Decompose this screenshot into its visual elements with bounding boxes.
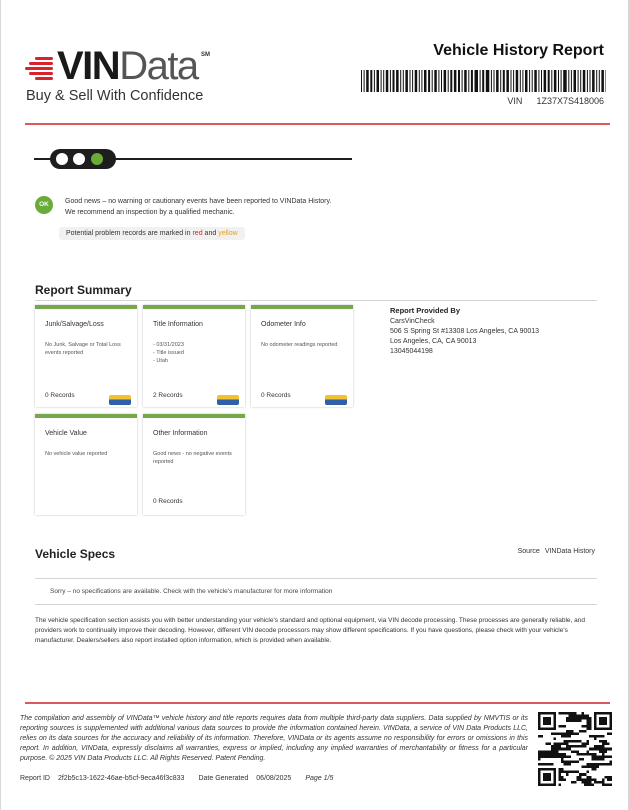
provider-name: CarsVinCheck [390, 318, 435, 325]
speed-lines-icon [25, 55, 55, 81]
card-description: Good news - no negative events reported [153, 451, 232, 465]
good-news-message [65, 196, 331, 218]
vin-barcode [361, 70, 606, 92]
vin-value: 1Z37X7S418006 [536, 96, 604, 106]
source-value: VINData History [544, 548, 595, 555]
good-news-line: Good news – no warning or cautionary events have been reported to VINData History. [65, 198, 332, 205]
card-record-count: 0 Records [153, 498, 183, 505]
date-generated-label: Date Generated [198, 775, 249, 782]
report-summary-title: Report Summary [35, 283, 132, 297]
vehicle-specs-title: Vehicle Specs [35, 547, 116, 561]
card-title: Other Information [153, 430, 208, 437]
card-description: No odometer readings reported [261, 342, 338, 348]
provider-address-2: Los Angeles, CA, CA 90013 [390, 338, 477, 345]
specs-source [518, 548, 595, 555]
page-number: Page 1/5 [305, 775, 334, 782]
trademark-mark: SM [201, 52, 210, 58]
card-description: No vehicle value reported [45, 451, 108, 457]
specs-divider-top [35, 578, 597, 579]
provider-heading: Report Provided By [390, 306, 461, 315]
card-odometer-info[interactable] [251, 305, 353, 407]
brand-vin: VIN [57, 44, 120, 88]
legal-disclaimer: The compilation and assembly of VINData™ vehicle history and title reports requires data from multiple third-party data suppliers. Data supplied by NMVTIS or its reporting sources is supplemented with additional various data sources to provide the information contained herein. VINData, a service of VIN Data Products LLC, relies on its data sources for the accuracy and reliability of its information. Therefore, VINData or its agents assume no responsibility for errors or omissions in this report. In addition, VINData, expressly disclaims all warranties, express or implied, including any implied warranties of merchantability or fitness for a particular purpose. © 2025 VIN Data Products LLC. All Rights Reserved. Patent Pending. [20, 715, 528, 762]
provider-phone[interactable]: 13045044198 [390, 348, 433, 355]
brand-tagline: Buy & Sell With Confidence [26, 88, 204, 104]
report-provider [390, 306, 539, 357]
provider-address-1: 506 S Spring St #13308 Los Angeles, CA 90013 [390, 328, 540, 335]
summary-divider [35, 300, 597, 301]
card-title: Odometer Info [261, 321, 306, 328]
light-red [56, 153, 68, 165]
card-title: Junk/Salvage/Loss [45, 321, 104, 328]
card-other-information[interactable] [143, 414, 245, 515]
problem-and-word: and [204, 230, 217, 237]
light-green [91, 153, 103, 165]
source-label: Source [517, 548, 540, 555]
footer-divider [25, 702, 610, 704]
problem-prefix: Potential problem records are marked in [66, 230, 191, 237]
problem-legend [59, 227, 245, 240]
nmvtis-logo [325, 395, 347, 405]
card-vehicle-value[interactable] [35, 414, 137, 515]
card-record-count: 2 Records [153, 392, 183, 399]
nmvtis-logo [109, 395, 131, 405]
vin-label: VIN [507, 96, 523, 106]
report-title: Vehicle History Report [433, 42, 604, 59]
report-id-label: Report ID [20, 775, 50, 782]
ok-status-badge: OK [35, 196, 53, 214]
inspection-line: We recommend an inspection by a qualified mechanic. [65, 209, 235, 216]
brand-data: Data [119, 44, 198, 88]
card-junk-salvage-loss[interactable] [35, 305, 137, 407]
specs-explanation: The vehicle specification section assists you with better understanding your vehicle's standard and optional equipment, via VIN decode processing. These processes are generally reliable, and providers work to continually improve their decoding. However, different VIN decode processors may show different specifications. If you have questions, please check with your vehicle's manufacturer. Dealers/sellers also report installed option information, which is provided when available. [35, 617, 585, 644]
card-record-count: 0 Records [261, 392, 291, 399]
specs-divider-bottom [35, 604, 597, 605]
card-title: Title Information [153, 321, 203, 328]
header-divider [25, 123, 610, 125]
brand-wordmark [57, 46, 198, 86]
problem-red-word: red [192, 230, 203, 237]
report-id-value: 2f2b5c13-1622-46ae-b5cf-9eca46f3c833 [57, 775, 185, 782]
light-yellow [73, 153, 85, 165]
nmvtis-logo [217, 395, 239, 405]
vindata-logo [25, 44, 225, 109]
card-record-count: 0 Records [45, 392, 75, 399]
card-title: Vehicle Value [45, 430, 87, 437]
report-meta [20, 775, 333, 782]
card-title-information[interactable] [143, 305, 245, 407]
traffic-light-icon [50, 149, 116, 169]
qr-code[interactable] [538, 712, 612, 786]
vin-line [507, 96, 604, 106]
card-description: No Junk, Salvage or Total Loss events reported [45, 342, 121, 356]
date-generated-value: 06/08/2025 [256, 775, 292, 782]
specs-unavailable-message: Sorry – no specifications are available. Check with the vehicle's manufacturer for more information [50, 588, 333, 595]
card-description: - 03/31/2023 - Title issued - Utah [153, 342, 184, 364]
problem-yellow-word: yellow [218, 230, 238, 237]
